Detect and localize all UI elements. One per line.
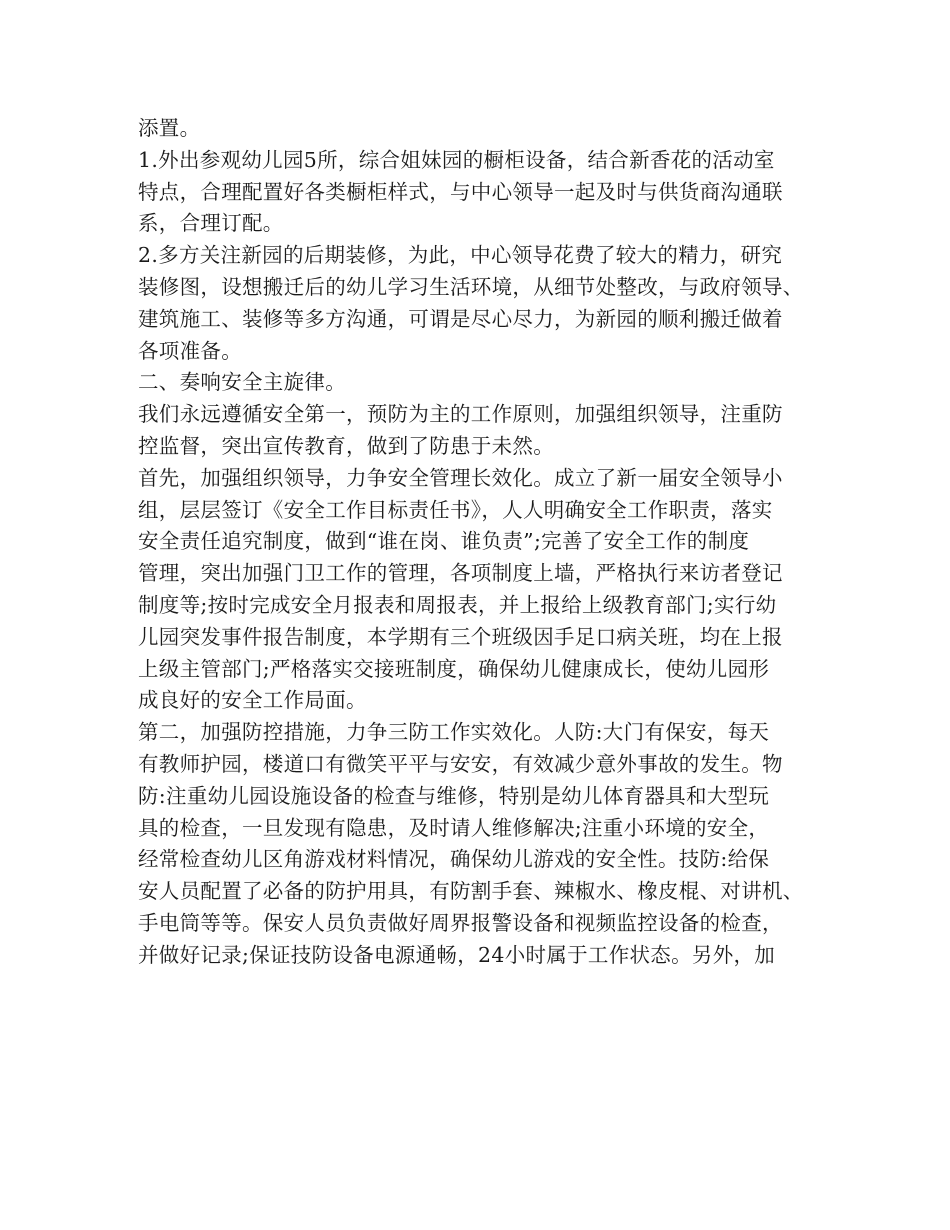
text-line: 添置。 <box>138 116 201 140</box>
text-line: 制度等;按时完成安全月报表和周报表，并上报给上级教育部门;实行幼 <box>138 592 777 617</box>
text-line: 首先，加强组织领导，力争安全管理长效化。成立了新一届安全领导小 <box>138 465 783 490</box>
text-line: 手电筒等等。保安人员负责做好周界报警设备和视频监控设备的检查， <box>138 910 783 935</box>
text-line: 组，层层签订《安全工作目标责任书》，人人明确安全工作职责，落实 <box>138 497 773 522</box>
text-line: 1.外出参观幼儿园5所，综合姐妹园的橱柜设备，结合新香花的活动室 <box>138 147 775 172</box>
text-line: 防:注重幼儿园设施设备的检查与维修，特别是幼儿体育器具和大型玩 <box>138 783 770 808</box>
text-line: 特点，合理配置好各类橱柜样式，与中心领导一起及时与供货商沟通联 <box>138 179 783 204</box>
document-body <box>138 113 818 972</box>
section-heading: 二、奏响安全主旋律。 <box>138 370 346 395</box>
text-line: 我们永远遵循安全第一，预防为主的工作原则，加强组织领导，注重防 <box>138 402 783 427</box>
text-line: 各项准备。 <box>138 338 242 363</box>
text-line: 成良好的安全工作局面。 <box>138 688 367 713</box>
text-line: 2.多方关注新园的后期装修，为此，中心领导花费了较大的精力，研究 <box>138 243 783 268</box>
text-line: 系，合理订配。 <box>138 211 284 236</box>
text-line: 安人员配置了必备的防护用具，有防割手套、辣椒水、橡皮棍、对讲机、 <box>138 879 804 904</box>
text-line: 装修图，设想搬迁后的幼儿学习生活环境，从细节处整改，与政府领导、 <box>138 274 804 299</box>
text-line: 第二，加强防控措施，力争三防工作实效化。人防:大门有保安，每天 <box>138 720 770 745</box>
text-line: 管理，突出加强门卫工作的管理，各项制度上墙，严格执行来访者登记 <box>138 561 783 586</box>
text-line: 具的检查，一旦发现有隐患，及时请人维修解决;注重小环境的安全， <box>138 815 770 840</box>
text-line: 安全责任追究制度，做到“谁在岗、谁负责”;完善了安全工作的制度 <box>138 529 750 554</box>
text-line: 并做好记录;保证技防设备电源通畅，24小时属于工作状态。另外，加 <box>138 942 776 967</box>
text-line: 经常检查幼儿区角游戏材料情况，确保幼儿游戏的安全性。技防:给保 <box>138 847 770 872</box>
text-line: 控监督，突出宣传教育，做到了防患于未然。 <box>138 433 554 458</box>
text-line: 上级主管部门;严格落实交接班制度，确保幼儿健康成长，使幼儿园形 <box>138 656 770 681</box>
text-line: 建筑施工、装修等多方沟通，可谓是尽心尽力，为新园的顺利搬迁做着 <box>138 306 783 331</box>
text-line: 儿园突发事件报告制度，本学期有三个班级因手足口病关班，均在上报 <box>138 624 783 649</box>
text-line: 有教师护园，楼道口有微笑平平与安安，有效减少意外事故的发生。物 <box>138 751 783 776</box>
